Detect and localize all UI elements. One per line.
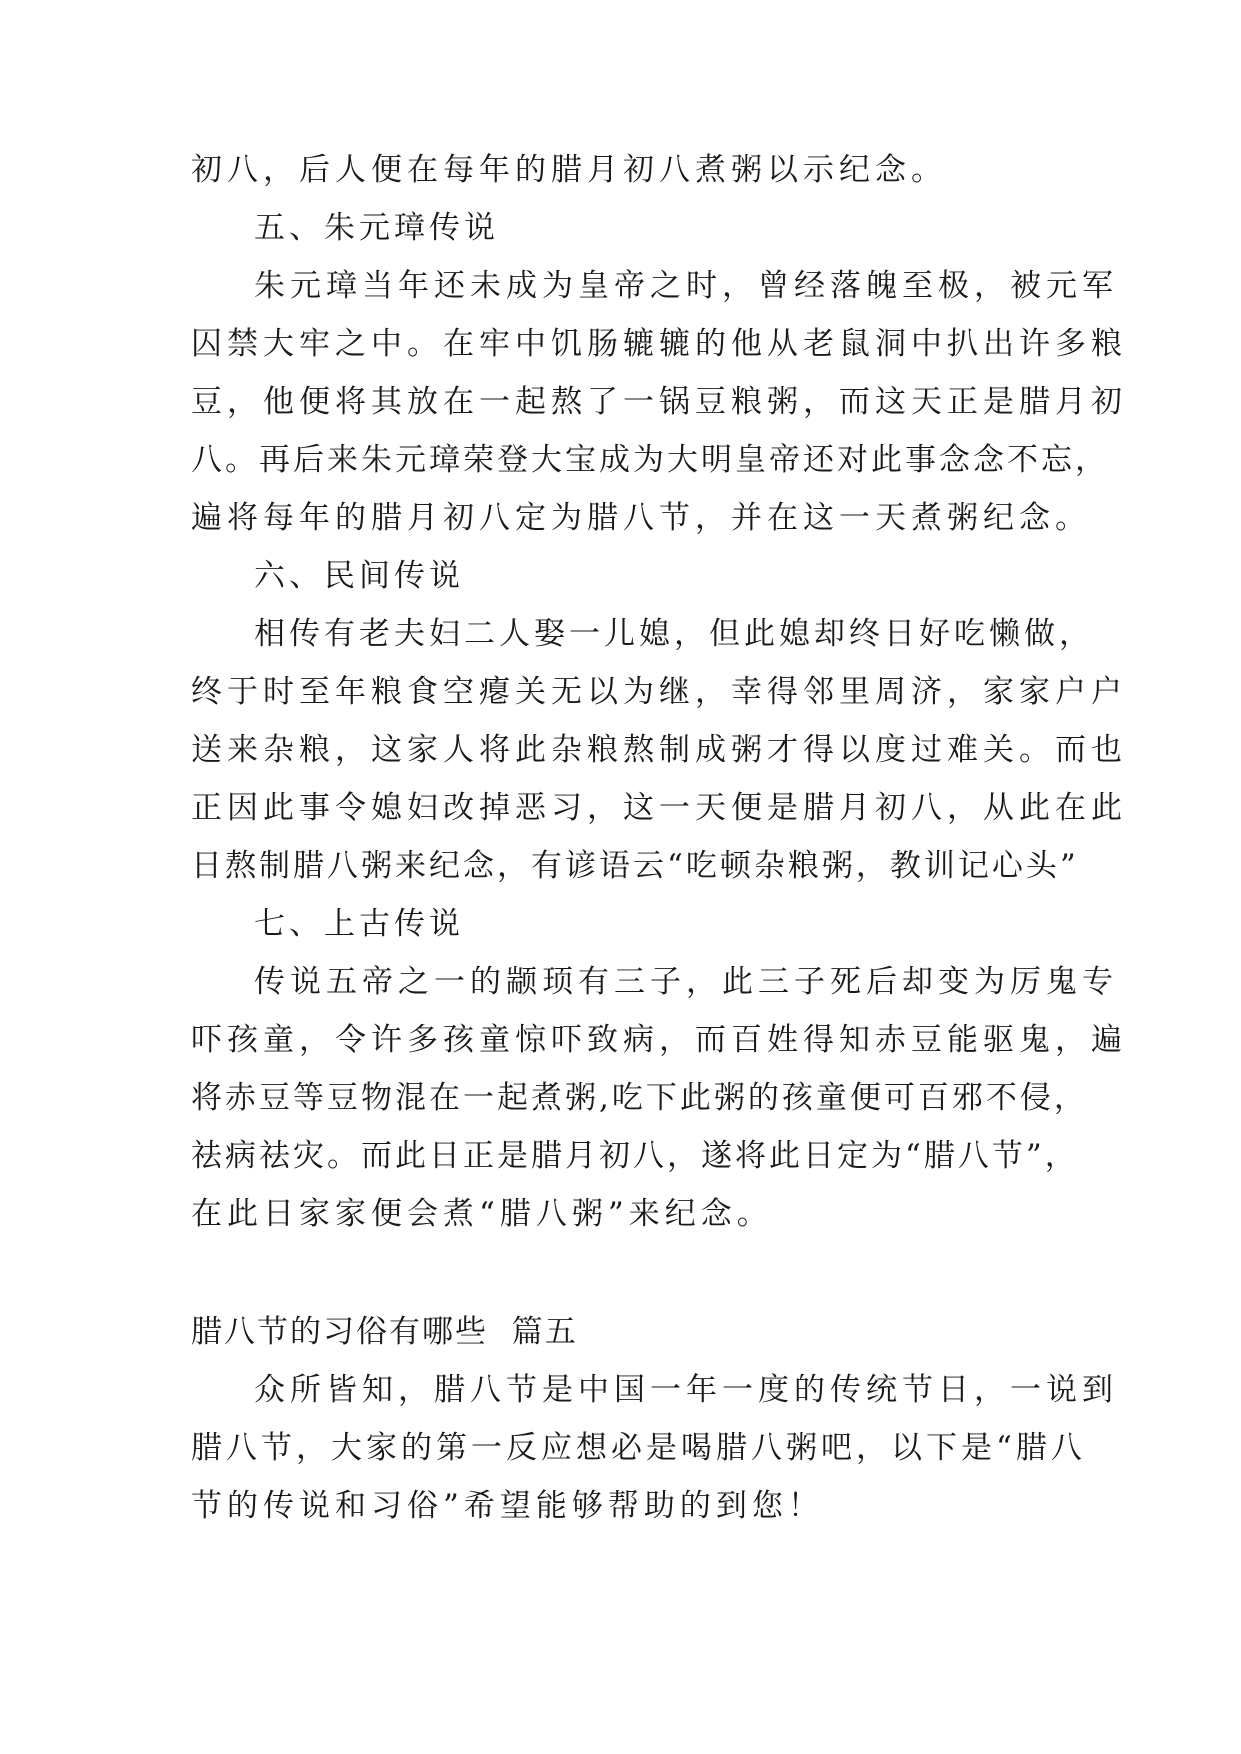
paragraph-line: 在此日家家便会煮“腊八粥”来纪念。: [191, 1196, 773, 1232]
paragraph-line: 日熬制腊八粥来纪念，有谚语云“吃顿杂粮粥，教训记心头”: [191, 848, 1079, 884]
paragraph-line: 豆，他便将其放在一起熬了一锅豆粮粥，而这天正是腊月初: [191, 384, 1127, 420]
paragraph-line: 囚禁大牢之中。在牢中饥肠辘辘的他从老鼠洞中扒出许多粮: [191, 326, 1127, 362]
article-title: 腊八节的习俗有哪些 篇五: [191, 1314, 578, 1350]
section-heading: 七、上古传说: [254, 906, 464, 942]
paragraph-line: 腊八节，大家的第一反应想必是喝腊八粥吧，以下是“腊八: [191, 1430, 1086, 1466]
paragraph-line: 吓孩童，令许多孩童惊吓致病，而百姓得知赤豆能驱鬼，遍: [191, 1022, 1127, 1058]
paragraph-line: 正因此事令媳妇改掉恶习，这一天便是腊月初八，从此在此: [191, 790, 1127, 826]
section-heading: 六、民间传说: [254, 558, 464, 594]
paragraph-line: 初八，后人便在每年的腊月初八煮粥以示纪念。: [191, 152, 947, 188]
paragraph-line: 终于时至年粮食空瘪关无以为继，幸得邻里周济，家家户户: [191, 674, 1127, 710]
paragraph-line: 节的传说和习俗”希望能够帮助的到您！: [191, 1488, 824, 1524]
paragraph-line: 祛病祛灾。而此日正是腊月初八，遂将此日定为“腊八节”，: [191, 1138, 1079, 1174]
paragraph-line: 传说五帝之一的颛顼有三子，此三子死后却变为厉鬼专: [254, 964, 1118, 1000]
paragraph-line: 众所皆知，腊八节是中国一年一度的传统节日，一说到: [254, 1372, 1118, 1408]
section-heading: 五、朱元璋传说: [254, 210, 499, 246]
paragraph-line: 遍将每年的腊月初八定为腊八节，并在这一天煮粥纪念。: [191, 500, 1091, 536]
paragraph-line: 送来杂粮，这家人将此杂粮熬制成粥才得以度过难关。而也: [191, 732, 1127, 768]
paragraph-line: 相传有老夫妇二人娶一儿媳，但此媳却终日好吃懒做，: [254, 616, 1094, 652]
paragraph-line: 朱元璋当年还未成为皇帝之时，曾经落魄至极，被元军: [254, 268, 1118, 304]
paragraph-line: 将赤豆等豆物混在一起煮粥,吃下此粥的孩童便可百邪不侵，: [191, 1080, 1088, 1116]
paragraph-line: 八。再后来朱元璋荣登大宝成为大明皇帝还对此事念念不忘，: [191, 442, 1109, 478]
